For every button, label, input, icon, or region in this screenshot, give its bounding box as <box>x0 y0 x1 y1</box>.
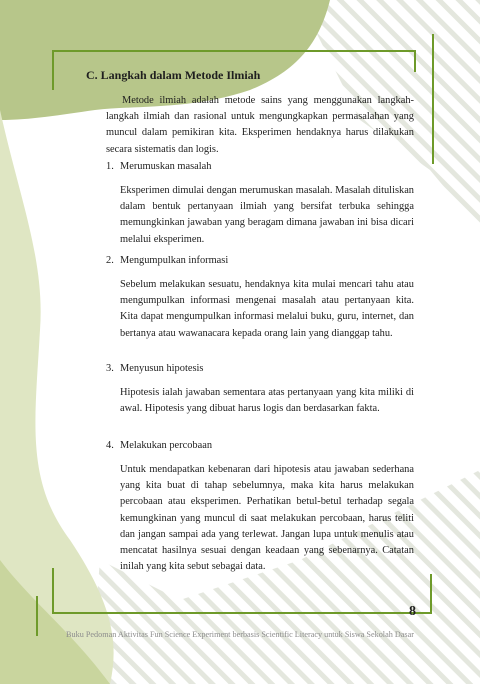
step-label: Merumuskan masalah <box>120 161 212 172</box>
step-number: 4. <box>106 440 114 451</box>
step-4-body: Untuk mendapatkan kebenaran dari hipotesis atau jawaban sederhana yang kita buat di tahap sebelumnya, maka kita harus melakukan percobaan atau eksperimen. Perhatikan betul-betul terhadap segala kemungkinan yang muncul di saat melakukan percobaan, harus teliti dan jangan sampai ada yang terlewat. Jangan lupa untuk menulis atau mencatat hasilnya sesuai dengan keadaan yang sebenarnya. Catatan inilah yang kita sebut sebagai data. <box>120 464 414 573</box>
step-number: 2. <box>106 255 114 266</box>
step-label: Mengumpulkan informasi <box>120 255 229 266</box>
intro-paragraph: Metode ilmiah adalah metode sains yang menggunakan langkah-langkah ilmiah dan rasional untuk mengungkapkan permasalahan yang muncul dalam pemikiran kita. Eksperimen hendaknya harus dilakukan secara sistematis dan logis. <box>106 95 414 155</box>
step-number: 1. <box>106 161 114 172</box>
step-label: Melakukan percobaan <box>120 440 213 451</box>
step-2-body: Sebelum melakukan sesuatu, hendaknya kita mulai mencari tahu atau mengumpulkan informasi mengenai masalah atau pertanyaan kita. Kita dapat mengumpulkan informasi melalui buku, guru, internet, dan bertanya atau wawanacara kepada orang lain yang dianggap tahu. <box>120 279 414 339</box>
step-number: 3. <box>106 363 114 374</box>
step-3-title <box>106 363 203 374</box>
step-1-title <box>106 161 211 172</box>
page-number: 8 <box>409 604 416 619</box>
step-4-title <box>106 440 212 451</box>
step-label: Menyusun hipotesis <box>120 363 204 374</box>
section-heading: C. Langkah dalam Metode Ilmiah <box>86 68 261 82</box>
step-2-title <box>106 255 228 266</box>
step-1-body: Eksperimen dimulai dengan merumuskan masalah. Masalah dituliskan dalam bentuk pertanyaan ilmiah yang bersifat terbuka sehingga memungkinkan jawaban yang beragam dimana jawaban ini bisa dicari melalui eksperimen. <box>120 185 414 245</box>
step-3-body: Hipotesis ialah jawaban sementara atas pertanyaan yang kita miliki di awal. Hipotesis yang dibuat harus logis dan berdasarkan fakta. <box>120 387 414 415</box>
footer-text: Buku Pedoman Aktivitas Fun Science Experiment berbasis Scientific Literacy untuk Siswa Sekolah Dasar <box>66 630 414 639</box>
